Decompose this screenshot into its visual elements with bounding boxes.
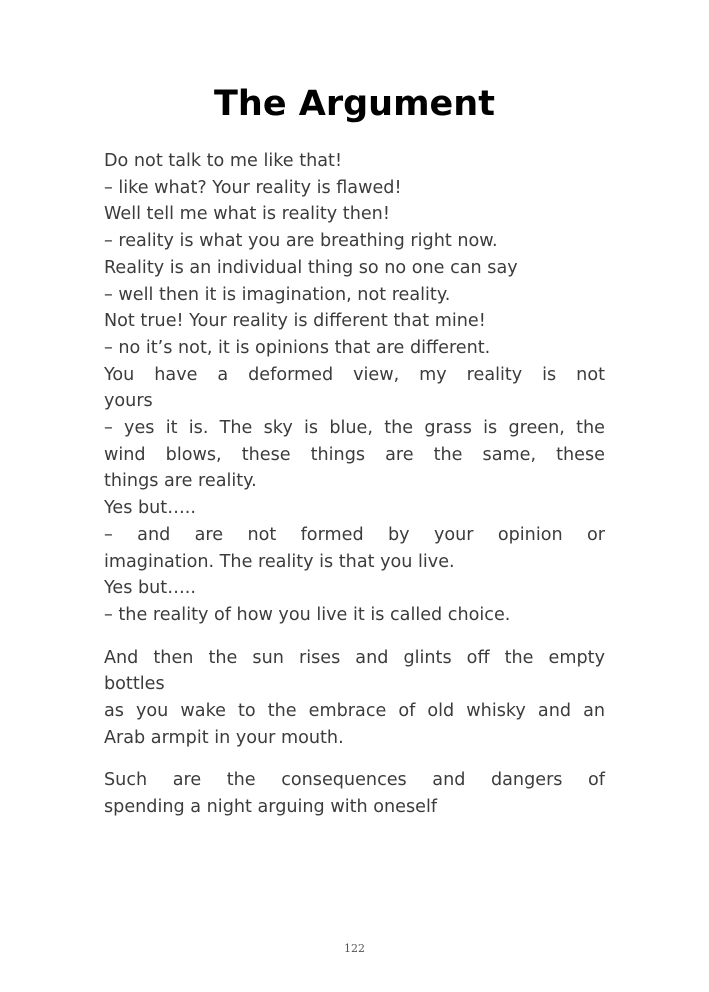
page-number: 122 [344, 942, 365, 955]
text-line: wind blows, these things are the same, these [104, 444, 605, 465]
text-line: things are reality. [104, 471, 257, 492]
paragraph-dialogue [104, 148, 605, 629]
text-line: Arab armpit in your mouth. [104, 727, 344, 748]
poem-body [104, 148, 605, 821]
paragraph-sunrise [104, 645, 605, 752]
text-line: Well tell me what is reality then! [104, 204, 390, 225]
text-line: Reality is an individual thing so no one can say [104, 257, 518, 278]
page-title: The Argument [214, 84, 495, 124]
text-line: Not true! Your reality is different that mine! [104, 311, 486, 332]
text-line: – yes it is. The sky is blue, the grass is green, the [104, 418, 605, 439]
text-line: – like what? Your reality is flawed! [104, 177, 402, 198]
text-line: yours [104, 391, 153, 412]
text-line: – the reality of how you live it is called choice. [104, 604, 511, 625]
paragraph-conclusion [104, 767, 605, 820]
text-line: And then the sun rises and glints off the empty [104, 647, 605, 668]
text-line: as you wake to the embrace of old whisky and an [104, 701, 605, 722]
text-line: Do not talk to me like that! [104, 151, 343, 171]
text-line: Yes but….. [104, 498, 196, 519]
text-line: spending a night arguing with oneself [104, 797, 438, 818]
text-line: – and are not formed by your opinion or [104, 524, 605, 545]
text-line: Yes but….. [104, 578, 196, 599]
text-line: imagination. The reality is that you live. [104, 551, 455, 572]
text-line: You have a deformed view, my reality is not [104, 364, 605, 385]
text-line: – reality is what you are breathing right now. [104, 231, 498, 252]
text-line: – well then it is imagination, not reality. [104, 284, 451, 305]
text-line: bottles [104, 674, 165, 695]
text-line: – no it’s not, it is opinions that are different. [104, 337, 491, 358]
text-line: Such are the consequences and dangers of [104, 770, 605, 791]
